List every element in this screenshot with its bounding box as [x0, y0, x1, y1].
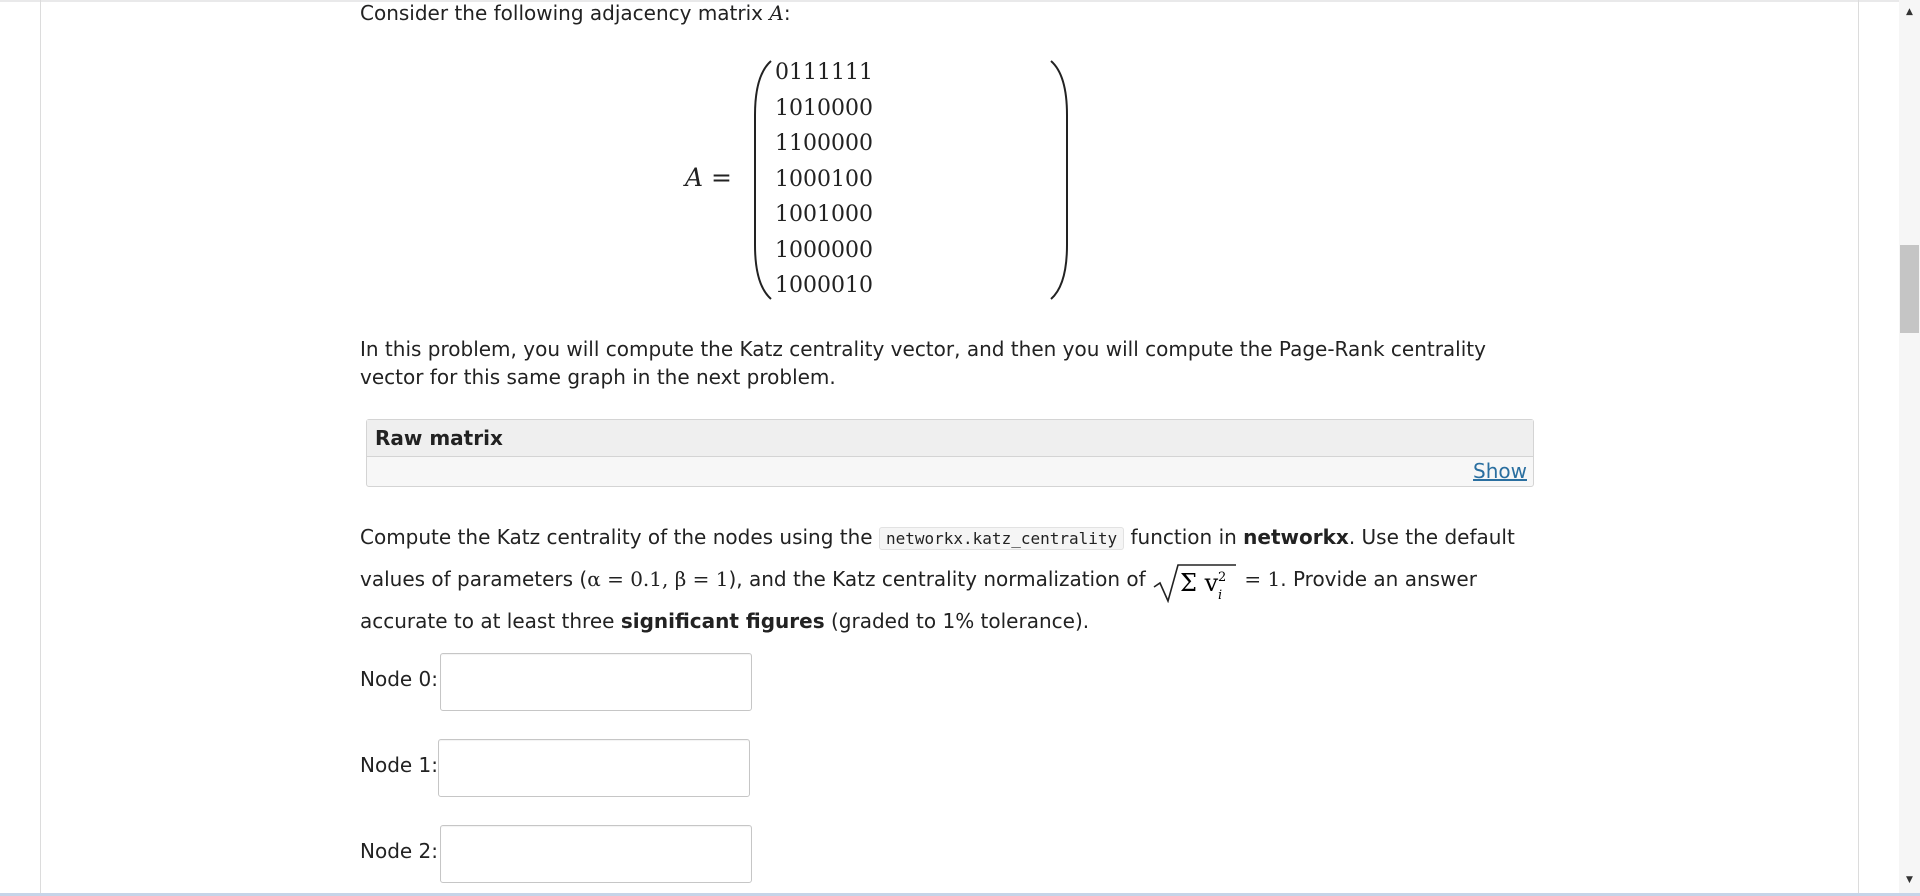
- matrix-cell: 0: [859, 202, 873, 228]
- matrix-cell: 1: [789, 60, 803, 86]
- matrix-row: [775, 126, 873, 162]
- normalization-formula: [1152, 561, 1238, 601]
- matrix-cell: 0: [859, 166, 873, 192]
- matrix-cell: 0: [831, 237, 845, 263]
- matrix-grid: [775, 55, 873, 304]
- matrix-cell: 0: [789, 273, 803, 299]
- matrix-label: A =: [685, 163, 732, 192]
- matrix-row: [775, 233, 873, 269]
- matrix-cell: 0: [789, 166, 803, 192]
- matrix-row: [775, 91, 873, 127]
- node-1-input[interactable]: [438, 739, 750, 797]
- matrix-cell: 0: [789, 237, 803, 263]
- matrix-cell: 1: [775, 166, 789, 192]
- matrix-cell: 1: [831, 60, 845, 86]
- matrix-cell: 0: [803, 237, 817, 263]
- matrix-cell: 0: [775, 60, 789, 86]
- matrix-cell: 1: [803, 95, 817, 121]
- sum-symbol: Σ v: [1180, 569, 1219, 597]
- matrix-cell: 0: [803, 273, 817, 299]
- matrix-cell: 1: [817, 60, 831, 86]
- node-0-label: Node 0:: [360, 667, 439, 691]
- top-divider: [0, 0, 1900, 2]
- code-katz-function: networkx.katz_centrality: [879, 527, 1124, 550]
- matrix-cell: 0: [817, 237, 831, 263]
- raw-matrix-panel: [366, 419, 1534, 487]
- scroll-down-arrow-icon[interactable]: ▼: [1906, 875, 1913, 885]
- intro-text: Consider the following adjacency matrix A:: [360, 1, 791, 25]
- matrix-row: [775, 197, 873, 233]
- matrix-row: [775, 162, 873, 198]
- matrix-cell: 0: [817, 166, 831, 192]
- matrix-cell: 0: [803, 131, 817, 157]
- matrix-row: [775, 55, 873, 91]
- katz-instructions: Compute the Katz centrality of the nodes using the networkx.katz_centrality function in networkx. Use the default values of parameters (α = 0.1, β = 1), and the Katz centrality normalization of Σ v 2 i = 1. Provide an answer accurate to at least three significant figures (graded to 1% tolerance).: [360, 525, 1515, 633]
- matrix-cell: 0: [803, 166, 817, 192]
- raw-matrix-header: [367, 420, 1533, 457]
- matrix-cell: 0: [859, 273, 873, 299]
- matrix-cell: 1: [845, 273, 859, 299]
- matrix-cell: 0: [831, 131, 845, 157]
- matrix-cell: 1: [775, 202, 789, 228]
- vertical-scrollbar[interactable]: [1899, 0, 1920, 893]
- matrix-cell: 0: [845, 95, 859, 121]
- matrix-cell: 0: [817, 131, 831, 157]
- node-0-input[interactable]: [440, 653, 752, 711]
- matrix-cell: 1: [775, 95, 789, 121]
- show-raw-matrix-link[interactable]: Show: [1473, 459, 1527, 483]
- matrix-cell: 0: [859, 237, 873, 263]
- matrix-cell: 0: [845, 237, 859, 263]
- matrix-cell: 0: [817, 95, 831, 121]
- matrix-cell: 0: [831, 273, 845, 299]
- node-1-label: Node 1:: [360, 753, 439, 777]
- matrix-cell: 1: [775, 131, 789, 157]
- matrix-cell: 0: [831, 95, 845, 121]
- matrix-cell: 0: [859, 95, 873, 121]
- matrix-cell: 0: [789, 202, 803, 228]
- matrix-cell: 0: [817, 273, 831, 299]
- matrix-cell: 1: [775, 237, 789, 263]
- matrix-cell: 1: [817, 202, 831, 228]
- right-page-border: [1858, 0, 1859, 893]
- matrix-cell: 0: [859, 131, 873, 157]
- scroll-up-arrow-icon[interactable]: ▲: [1906, 7, 1913, 17]
- raw-matrix-title: Raw matrix: [375, 426, 503, 450]
- matrix-cell: 1: [803, 60, 817, 86]
- matrix-cell: 0: [789, 95, 803, 121]
- matrix-cell: 1: [859, 60, 873, 86]
- matrix-cell: 1: [775, 273, 789, 299]
- matrix-row: [775, 268, 873, 304]
- matrix-cell: 1: [831, 166, 845, 192]
- matrix-cell: 1: [845, 60, 859, 86]
- matrix-cell: 1: [789, 131, 803, 157]
- param-values: α = 0.1, β = 1: [587, 567, 729, 591]
- subscript: i: [1218, 588, 1223, 603]
- matrix-cell: 0: [845, 131, 859, 157]
- matrix-cell: 0: [845, 166, 859, 192]
- matrix-cell: 0: [831, 202, 845, 228]
- matrix-cell: 0: [845, 202, 859, 228]
- node-2-input[interactable]: [440, 825, 752, 883]
- matrix-variable: A: [769, 1, 784, 25]
- scroll-thumb[interactable]: [1900, 245, 1919, 333]
- node-2-label: Node 2:: [360, 839, 439, 863]
- superscript: 2: [1218, 570, 1227, 585]
- left-page-border: [40, 0, 41, 893]
- matrix-cell: 0: [803, 202, 817, 228]
- problem-description: In this problem, you will compute the Katz centrality vector, and then you will compute the Page-Rank centrality vector for this same graph in the next problem.: [360, 337, 1486, 389]
